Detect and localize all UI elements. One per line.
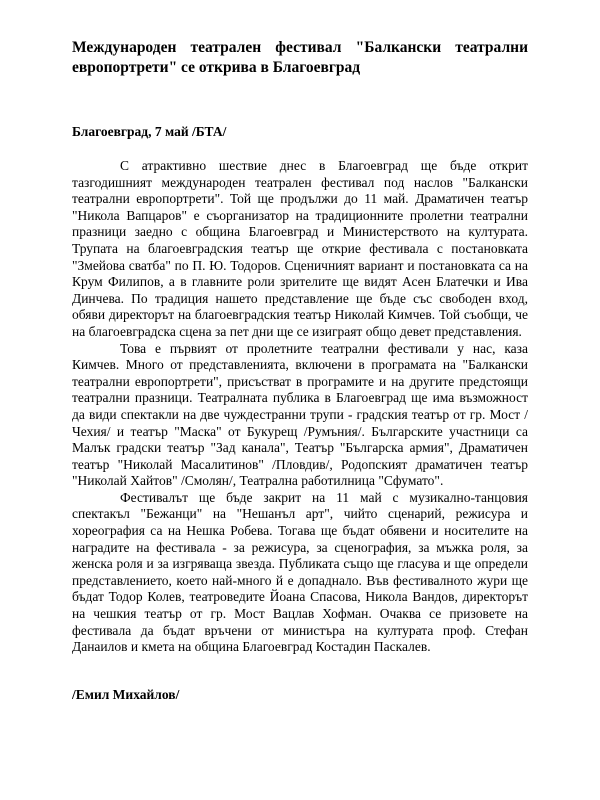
article-author: /Емил Михайлов/ xyxy=(72,686,180,702)
article-headline: Международен театрален фестивал "Балкански театрални европортрети" се открива в Благоевград xyxy=(72,39,528,76)
article-paragraph-3: Фестивалът ще бъде закрит на 11 май с музикално-танцовия спектакъл "Бежанци" на "Нешанъл арт", чийто сценарий, режисура и хореография са на Нешка Робева. Тогава ще бъдат обявени и носителите на наградите на фестивала - за режисура, за сценография, за мъжка роля, за женска роля и за изгряваща звезда. Публиката също ще гласува и ще определи представлението, което най-много й е допаднало. Във фестивалното жури ще бъдат Тодор Колев, театроведите Йоана Спасова, Никола Вандов, директорът на чешкия театър от гр. Мост Вацлав Хофман. Очаква се призовете на фестивала да бъдат връчени от министъра на културата проф. Стефан Данаилов и кмета на община Благоевград Костадин Паскалев. xyxy=(72,489,528,655)
article-paragraph-1: С атрактивно шествие днес в Благоевград ще бъде открит тазгодишният международен театрален фестивал под наслов "Балкански театрални европортрети". Той ще продължи до 11 май. Драматичен театър "Никола Вапцаров" е съорганизатор на традиционните пролетни театрални празници заедно с община Благоевград и Министерството на културата. Трупата на благоевградския театър ще открие фестивала с постановката "Змейова сватба" по П. Ю. Тодоров. Сценичният вариант и постановката са на Крум Филипов, а в главните роли зрителите ще видят Асен Блатечки и Ива Динчева. По традиция нашето представление ще бъде със свободен вход, обяви директорът на благоевградския театър Николай Кимчев. Той съобщи, че на благоевградска сцена за пет дни ще се изиграят общо девет представления. xyxy=(72,158,528,339)
document-page xyxy=(72,38,528,704)
article-paragraph-2: Това е първият от пролетните театрални фестивали у нас, каза Кимчев. Много от представленията, включени в програмата на "Балкански театрални европортрети", присъстват в програмите и на другите предстоящи театрални празници. Театралната публика в Благоевград ще има възможност да види спектакли на две чуждестранни трупи - градския театър от гр. Мост /Чехия/ и театър "Маска" от Букурещ /Румъния/. Българските участници са Малък градски театър "Зад канала", Театър "Българска армия", Драматичен театър "Николай Масалитинов" /Пловдив/, Родопският драматичен театър "Николай Хайтов" /Смолян/, Театрална работилница "Сфумато". xyxy=(72,340,528,489)
article-dateline: Благоевград, 7 май /БТА/ xyxy=(72,124,227,139)
article-body xyxy=(72,158,528,656)
